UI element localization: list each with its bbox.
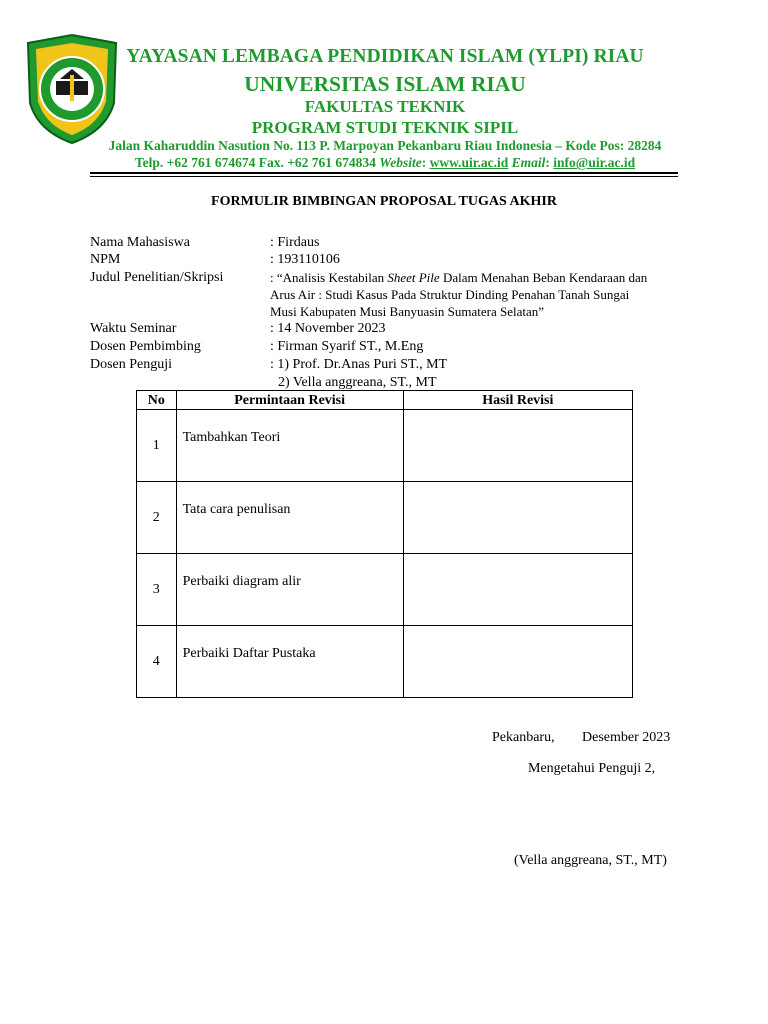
row-result [403, 482, 632, 554]
value-npm: : 193110106 [270, 252, 340, 267]
label-judul: Judul Penelitian/Skripsi [90, 270, 224, 285]
phone-fax: Telp. +62 761 674674 Fax. +62 761 674834 [134, 155, 376, 170]
row-no: 3 [137, 554, 177, 626]
contact-line: Telp. +62 761 674674 Fax. +62 761 674834 Website: www.uir.ac.id Email: info@uir.ac.id [134, 155, 636, 170]
table-row [137, 410, 633, 482]
value-penguji-2: 2) Vella anggreana, ST., MT [278, 375, 437, 390]
header-no: No [137, 391, 177, 410]
value-judul-line1 [270, 269, 647, 286]
row-request: Tambahkan Teori [176, 410, 403, 482]
email-link[interactable]: info@uir.ac.id [553, 155, 636, 170]
email-label: Email [511, 155, 546, 170]
revision-table [136, 390, 633, 698]
row-result [403, 626, 632, 698]
form-title: FORMULIR BIMBINGAN PROPOSAL TUGAS AKHIR [211, 194, 557, 209]
judul-suffix: Dalam Menahan Beban Kendaraan dan [439, 270, 648, 285]
row-request: Tata cara penulisan [176, 482, 403, 554]
row-result [403, 410, 632, 482]
label-nama: Nama Mahasiswa [90, 235, 190, 250]
judul-prefix: : “Analisis Kestabilan [270, 270, 388, 285]
label-penguji: Dosen Penguji [90, 357, 173, 372]
signature-date: Desember 2023 [582, 730, 671, 745]
row-no: 4 [137, 626, 177, 698]
table-row [137, 482, 633, 554]
judul-italic: Sheet Pile [387, 270, 440, 285]
header-request: Permintaan Revisi [176, 391, 403, 410]
value-nama: : Firdaus [270, 235, 320, 250]
row-no: 1 [137, 410, 177, 482]
header-result: Hasil Revisi [403, 391, 632, 410]
row-no: 2 [137, 482, 177, 554]
row-request: Perbaiki Daftar Pustaka [176, 626, 403, 698]
program-name: PROGRAM STUDI TEKNIK SIPIL [251, 118, 519, 137]
label-waktu: Waktu Seminar [90, 321, 177, 336]
table-row [137, 554, 633, 626]
header-divider-thick [90, 172, 678, 174]
signature-place: Pekanbaru, [492, 730, 555, 745]
table-header-row [137, 391, 633, 410]
row-result [403, 554, 632, 626]
table-row [137, 626, 633, 698]
label-npm: NPM [90, 252, 121, 267]
value-pembimbing: : Firman Syarif ST., M.Eng [270, 339, 424, 354]
value-penguji-1: : 1) Prof. Dr.Anas Puri ST., MT [270, 357, 448, 372]
website-link[interactable]: www.uir.ac.id [429, 155, 509, 170]
signature-role: Mengetahui Penguji 2, [528, 761, 656, 776]
value-waktu: : 14 November 2023 [270, 321, 386, 336]
address-line: Jalan Kaharuddin Nasution No. 113 P. Marpoyan Pekanbaru Riau Indonesia – Kode Pos: 28284 [108, 138, 662, 153]
value-judul-line3: Musi Kabupaten Musi Banyuasin Sumatera Selatan” [270, 304, 545, 319]
row-request: Perbaiki diagram alir [176, 554, 403, 626]
faculty-name: FAKULTAS TEKNIK [304, 97, 466, 116]
website-label: Website [379, 155, 422, 170]
value-judul-line2: Arus Air : Studi Kasus Pada Struktur Dinding Penahan Tanah Sungai [270, 287, 630, 302]
header-divider-thin [90, 176, 678, 177]
label-pembimbing: Dosen Pembimbing [90, 339, 201, 354]
foundation-name: YAYASAN LEMBAGA PENDIDIKAN ISLAM (YLPI) RIAU [126, 46, 644, 67]
signature-name: (Vella anggreana, ST., MT) [514, 853, 667, 868]
university-name: UNIVERSITAS ISLAM RIAU [244, 72, 526, 96]
